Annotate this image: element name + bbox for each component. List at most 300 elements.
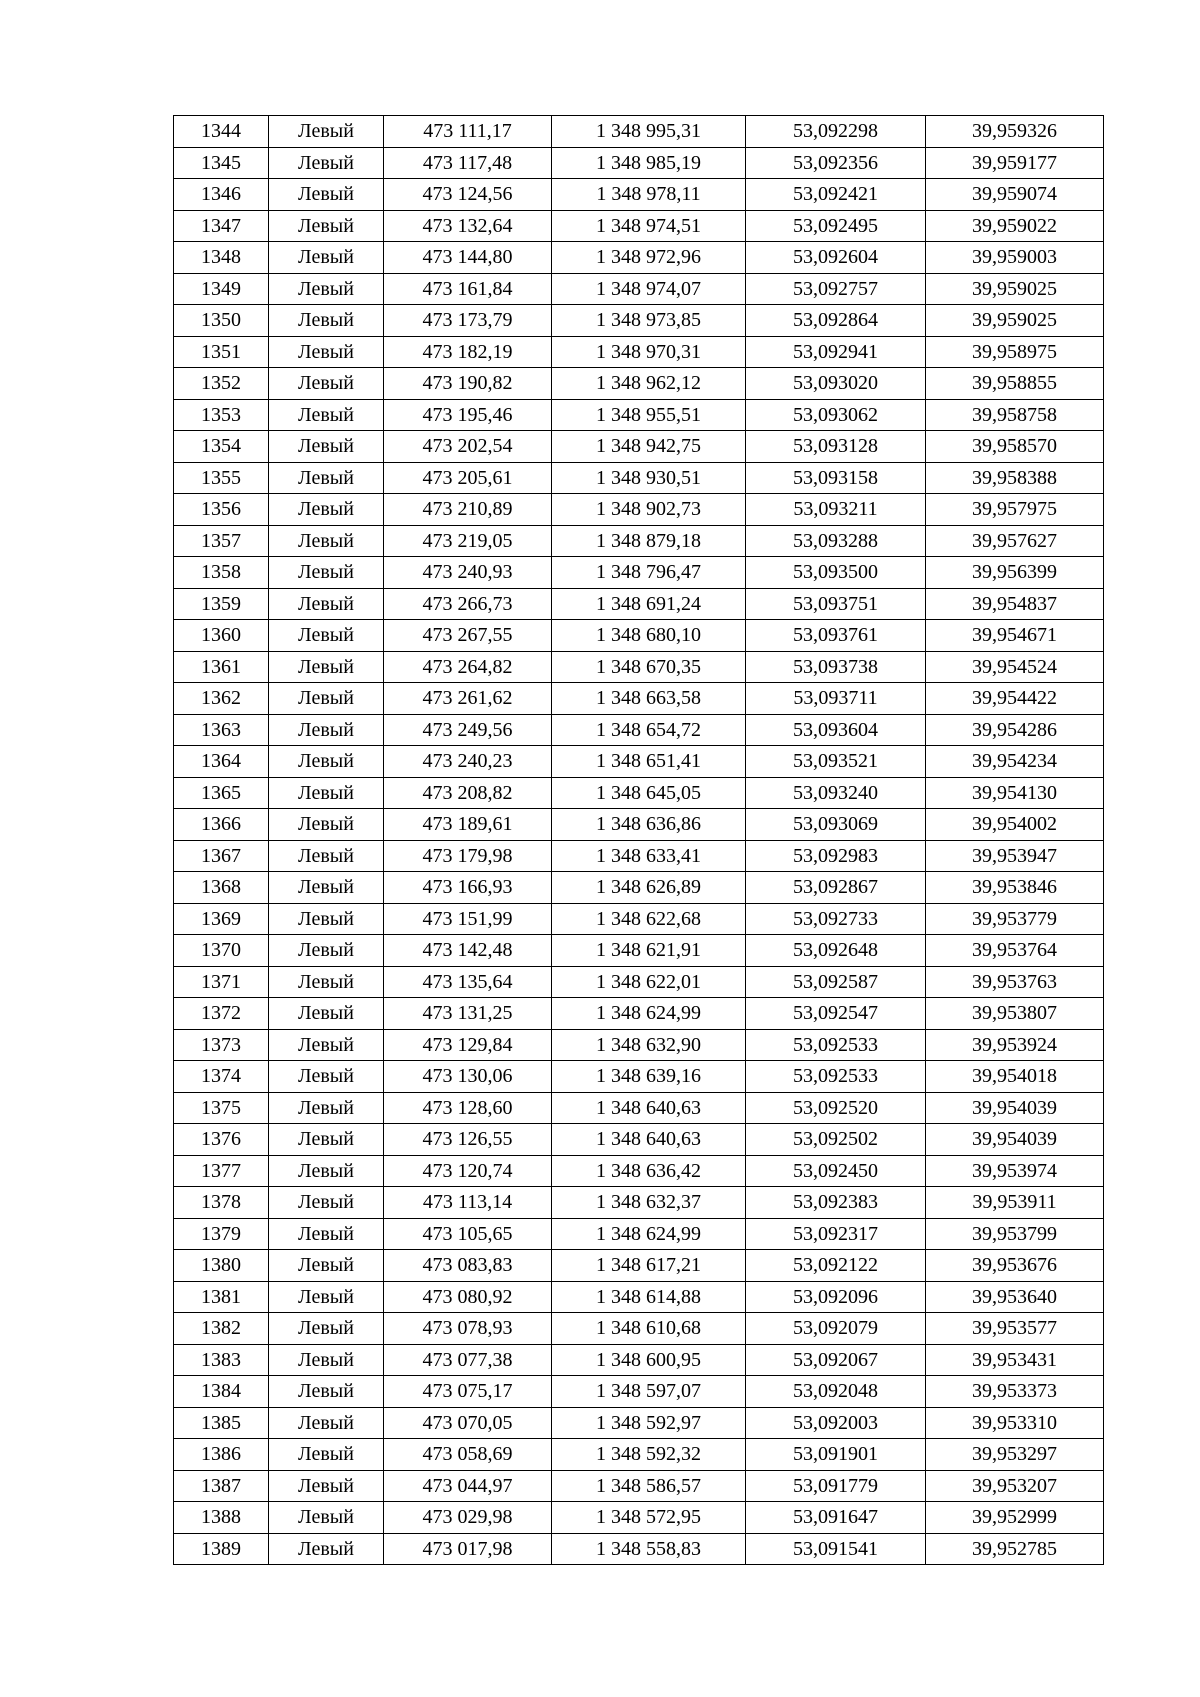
y-coordinate-cell: 1 348 654,72 bbox=[552, 714, 746, 746]
longitude-cell: 39,953947 bbox=[926, 840, 1104, 872]
y-coordinate-cell: 1 348 640,63 bbox=[552, 1124, 746, 1156]
y-coordinate-cell: 1 348 632,37 bbox=[552, 1187, 746, 1219]
x-coordinate-cell: 473 266,73 bbox=[384, 588, 552, 620]
latitude-cell: 53,092604 bbox=[746, 242, 926, 274]
latitude-cell: 53,093751 bbox=[746, 588, 926, 620]
y-coordinate-cell: 1 348 680,10 bbox=[552, 620, 746, 652]
longitude-cell: 39,953974 bbox=[926, 1155, 1104, 1187]
latitude-cell: 53,092450 bbox=[746, 1155, 926, 1187]
x-coordinate-cell: 473 077,38 bbox=[384, 1344, 552, 1376]
longitude-cell: 39,958758 bbox=[926, 399, 1104, 431]
y-coordinate-cell: 1 348 624,99 bbox=[552, 998, 746, 1030]
latitude-cell: 53,093211 bbox=[746, 494, 926, 526]
point-number-cell: 1357 bbox=[174, 525, 269, 557]
longitude-cell: 39,953310 bbox=[926, 1407, 1104, 1439]
side-cell: Левый bbox=[269, 1029, 384, 1061]
x-coordinate-cell: 473 070,05 bbox=[384, 1407, 552, 1439]
x-coordinate-cell: 473 202,54 bbox=[384, 431, 552, 463]
latitude-cell: 53,092298 bbox=[746, 116, 926, 148]
longitude-cell: 39,959003 bbox=[926, 242, 1104, 274]
latitude-cell: 53,092533 bbox=[746, 1061, 926, 1093]
point-number-cell: 1385 bbox=[174, 1407, 269, 1439]
latitude-cell: 53,093604 bbox=[746, 714, 926, 746]
longitude-cell: 39,958855 bbox=[926, 368, 1104, 400]
side-cell: Левый bbox=[269, 399, 384, 431]
side-cell: Левый bbox=[269, 1155, 384, 1187]
y-coordinate-cell: 1 348 597,07 bbox=[552, 1376, 746, 1408]
latitude-cell: 53,092733 bbox=[746, 903, 926, 935]
longitude-cell: 39,954039 bbox=[926, 1092, 1104, 1124]
side-cell: Левый bbox=[269, 1218, 384, 1250]
table-row bbox=[174, 588, 1104, 620]
side-cell: Левый bbox=[269, 431, 384, 463]
y-coordinate-cell: 1 348 558,83 bbox=[552, 1533, 746, 1565]
y-coordinate-cell: 1 348 970,31 bbox=[552, 336, 746, 368]
longitude-cell: 39,957975 bbox=[926, 494, 1104, 526]
longitude-cell: 39,959177 bbox=[926, 147, 1104, 179]
x-coordinate-cell: 473 128,60 bbox=[384, 1092, 552, 1124]
table-row bbox=[174, 903, 1104, 935]
point-number-cell: 1383 bbox=[174, 1344, 269, 1376]
table-row bbox=[174, 336, 1104, 368]
side-cell: Левый bbox=[269, 273, 384, 305]
side-cell: Левый bbox=[269, 1124, 384, 1156]
x-coordinate-cell: 473 144,80 bbox=[384, 242, 552, 274]
table-row bbox=[174, 210, 1104, 242]
point-number-cell: 1381 bbox=[174, 1281, 269, 1313]
table-row bbox=[174, 1376, 1104, 1408]
longitude-cell: 39,954039 bbox=[926, 1124, 1104, 1156]
x-coordinate-cell: 473 111,17 bbox=[384, 116, 552, 148]
longitude-cell: 39,958975 bbox=[926, 336, 1104, 368]
x-coordinate-cell: 473 080,92 bbox=[384, 1281, 552, 1313]
side-cell: Левый bbox=[269, 1439, 384, 1471]
longitude-cell: 39,954234 bbox=[926, 746, 1104, 778]
point-number-cell: 1369 bbox=[174, 903, 269, 935]
latitude-cell: 53,092096 bbox=[746, 1281, 926, 1313]
longitude-cell: 39,953799 bbox=[926, 1218, 1104, 1250]
y-coordinate-cell: 1 348 879,18 bbox=[552, 525, 746, 557]
y-coordinate-cell: 1 348 614,88 bbox=[552, 1281, 746, 1313]
longitude-cell: 39,959074 bbox=[926, 179, 1104, 211]
longitude-cell: 39,954002 bbox=[926, 809, 1104, 841]
table-row bbox=[174, 1218, 1104, 1250]
side-cell: Левый bbox=[269, 1250, 384, 1282]
x-coordinate-cell: 473 264,82 bbox=[384, 651, 552, 683]
x-coordinate-cell: 473 075,17 bbox=[384, 1376, 552, 1408]
table-row bbox=[174, 147, 1104, 179]
point-number-cell: 1360 bbox=[174, 620, 269, 652]
y-coordinate-cell: 1 348 902,73 bbox=[552, 494, 746, 526]
longitude-cell: 39,953779 bbox=[926, 903, 1104, 935]
x-coordinate-cell: 473 173,79 bbox=[384, 305, 552, 337]
table-row bbox=[174, 1281, 1104, 1313]
longitude-cell: 39,952785 bbox=[926, 1533, 1104, 1565]
side-cell: Левый bbox=[269, 998, 384, 1030]
x-coordinate-cell: 473 205,61 bbox=[384, 462, 552, 494]
latitude-cell: 53,092757 bbox=[746, 273, 926, 305]
table-row bbox=[174, 1313, 1104, 1345]
longitude-cell: 39,953846 bbox=[926, 872, 1104, 904]
side-cell: Левый bbox=[269, 777, 384, 809]
table-row bbox=[174, 966, 1104, 998]
side-cell: Левый bbox=[269, 179, 384, 211]
latitude-cell: 53,093738 bbox=[746, 651, 926, 683]
longitude-cell: 39,958570 bbox=[926, 431, 1104, 463]
table-row bbox=[174, 1470, 1104, 1502]
table-row bbox=[174, 683, 1104, 715]
y-coordinate-cell: 1 348 930,51 bbox=[552, 462, 746, 494]
side-cell: Левый bbox=[269, 872, 384, 904]
side-cell: Левый bbox=[269, 368, 384, 400]
y-coordinate-cell: 1 348 796,47 bbox=[552, 557, 746, 589]
latitude-cell: 53,091779 bbox=[746, 1470, 926, 1502]
longitude-cell: 39,953640 bbox=[926, 1281, 1104, 1313]
y-coordinate-cell: 1 348 645,05 bbox=[552, 777, 746, 809]
latitude-cell: 53,092421 bbox=[746, 179, 926, 211]
side-cell: Левый bbox=[269, 1376, 384, 1408]
latitude-cell: 53,092983 bbox=[746, 840, 926, 872]
side-cell: Левый bbox=[269, 462, 384, 494]
side-cell: Левый bbox=[269, 746, 384, 778]
side-cell: Левый bbox=[269, 1502, 384, 1534]
point-number-cell: 1372 bbox=[174, 998, 269, 1030]
point-number-cell: 1354 bbox=[174, 431, 269, 463]
x-coordinate-cell: 473 124,56 bbox=[384, 179, 552, 211]
x-coordinate-cell: 473 120,74 bbox=[384, 1155, 552, 1187]
latitude-cell: 53,092867 bbox=[746, 872, 926, 904]
latitude-cell: 53,093062 bbox=[746, 399, 926, 431]
x-coordinate-cell: 473 166,93 bbox=[384, 872, 552, 904]
table-row bbox=[174, 1250, 1104, 1282]
latitude-cell: 53,092079 bbox=[746, 1313, 926, 1345]
side-cell: Левый bbox=[269, 1281, 384, 1313]
latitude-cell: 53,092864 bbox=[746, 305, 926, 337]
x-coordinate-cell: 473 131,25 bbox=[384, 998, 552, 1030]
x-coordinate-cell: 473 240,23 bbox=[384, 746, 552, 778]
y-coordinate-cell: 1 348 600,95 bbox=[552, 1344, 746, 1376]
point-number-cell: 1375 bbox=[174, 1092, 269, 1124]
table-row bbox=[174, 1124, 1104, 1156]
table-row bbox=[174, 368, 1104, 400]
y-coordinate-cell: 1 348 586,57 bbox=[552, 1470, 746, 1502]
point-number-cell: 1345 bbox=[174, 147, 269, 179]
side-cell: Левый bbox=[269, 1407, 384, 1439]
latitude-cell: 53,093521 bbox=[746, 746, 926, 778]
table-row bbox=[174, 840, 1104, 872]
latitude-cell: 53,092067 bbox=[746, 1344, 926, 1376]
table-row bbox=[174, 1061, 1104, 1093]
y-coordinate-cell: 1 348 626,89 bbox=[552, 872, 746, 904]
table-row bbox=[174, 1155, 1104, 1187]
side-cell: Левый bbox=[269, 651, 384, 683]
longitude-cell: 39,952999 bbox=[926, 1502, 1104, 1534]
latitude-cell: 53,092048 bbox=[746, 1376, 926, 1408]
latitude-cell: 53,093020 bbox=[746, 368, 926, 400]
y-coordinate-cell: 1 348 974,51 bbox=[552, 210, 746, 242]
y-coordinate-cell: 1 348 624,99 bbox=[552, 1218, 746, 1250]
side-cell: Левый bbox=[269, 1344, 384, 1376]
table-row bbox=[174, 179, 1104, 211]
longitude-cell: 39,957627 bbox=[926, 525, 1104, 557]
x-coordinate-cell: 473 195,46 bbox=[384, 399, 552, 431]
side-cell: Левый bbox=[269, 966, 384, 998]
table-row bbox=[174, 746, 1104, 778]
longitude-cell: 39,953207 bbox=[926, 1470, 1104, 1502]
point-number-cell: 1387 bbox=[174, 1470, 269, 1502]
point-number-cell: 1386 bbox=[174, 1439, 269, 1471]
side-cell: Левый bbox=[269, 336, 384, 368]
x-coordinate-cell: 473 126,55 bbox=[384, 1124, 552, 1156]
latitude-cell: 53,092941 bbox=[746, 336, 926, 368]
y-coordinate-cell: 1 348 995,31 bbox=[552, 116, 746, 148]
x-coordinate-cell: 473 208,82 bbox=[384, 777, 552, 809]
y-coordinate-cell: 1 348 636,86 bbox=[552, 809, 746, 841]
x-coordinate-cell: 473 190,82 bbox=[384, 368, 552, 400]
x-coordinate-cell: 473 240,93 bbox=[384, 557, 552, 589]
point-number-cell: 1362 bbox=[174, 683, 269, 715]
point-number-cell: 1374 bbox=[174, 1061, 269, 1093]
y-coordinate-cell: 1 348 610,68 bbox=[552, 1313, 746, 1345]
latitude-cell: 53,093711 bbox=[746, 683, 926, 715]
y-coordinate-cell: 1 348 633,41 bbox=[552, 840, 746, 872]
y-coordinate-cell: 1 348 621,91 bbox=[552, 935, 746, 967]
x-coordinate-cell: 473 151,99 bbox=[384, 903, 552, 935]
point-number-cell: 1379 bbox=[174, 1218, 269, 1250]
latitude-cell: 53,092533 bbox=[746, 1029, 926, 1061]
side-cell: Левый bbox=[269, 809, 384, 841]
coordinates-table bbox=[173, 115, 1104, 1565]
longitude-cell: 39,953911 bbox=[926, 1187, 1104, 1219]
x-coordinate-cell: 473 083,83 bbox=[384, 1250, 552, 1282]
point-number-cell: 1358 bbox=[174, 557, 269, 589]
x-coordinate-cell: 473 210,89 bbox=[384, 494, 552, 526]
point-number-cell: 1359 bbox=[174, 588, 269, 620]
x-coordinate-cell: 473 132,64 bbox=[384, 210, 552, 242]
latitude-cell: 53,093761 bbox=[746, 620, 926, 652]
side-cell: Левый bbox=[269, 935, 384, 967]
longitude-cell: 39,954837 bbox=[926, 588, 1104, 620]
latitude-cell: 53,091901 bbox=[746, 1439, 926, 1471]
side-cell: Левый bbox=[269, 1061, 384, 1093]
y-coordinate-cell: 1 348 622,68 bbox=[552, 903, 746, 935]
longitude-cell: 39,954671 bbox=[926, 620, 1104, 652]
longitude-cell: 39,953764 bbox=[926, 935, 1104, 967]
x-coordinate-cell: 473 219,05 bbox=[384, 525, 552, 557]
latitude-cell: 53,092547 bbox=[746, 998, 926, 1030]
table-row bbox=[174, 1533, 1104, 1565]
latitude-cell: 53,093069 bbox=[746, 809, 926, 841]
latitude-cell: 53,092502 bbox=[746, 1124, 926, 1156]
x-coordinate-cell: 473 105,65 bbox=[384, 1218, 552, 1250]
side-cell: Левый bbox=[269, 1092, 384, 1124]
side-cell: Левый bbox=[269, 1313, 384, 1345]
point-number-cell: 1353 bbox=[174, 399, 269, 431]
table-row bbox=[174, 872, 1104, 904]
side-cell: Левый bbox=[269, 903, 384, 935]
table-row bbox=[174, 1092, 1104, 1124]
point-number-cell: 1346 bbox=[174, 179, 269, 211]
latitude-cell: 53,092356 bbox=[746, 147, 926, 179]
longitude-cell: 39,954130 bbox=[926, 777, 1104, 809]
table-row bbox=[174, 651, 1104, 683]
side-cell: Левый bbox=[269, 494, 384, 526]
point-number-cell: 1363 bbox=[174, 714, 269, 746]
point-number-cell: 1366 bbox=[174, 809, 269, 841]
table-row bbox=[174, 1029, 1104, 1061]
x-coordinate-cell: 473 161,84 bbox=[384, 273, 552, 305]
latitude-cell: 53,092003 bbox=[746, 1407, 926, 1439]
latitude-cell: 53,093158 bbox=[746, 462, 926, 494]
point-number-cell: 1384 bbox=[174, 1376, 269, 1408]
point-number-cell: 1367 bbox=[174, 840, 269, 872]
x-coordinate-cell: 473 044,97 bbox=[384, 1470, 552, 1502]
table-row bbox=[174, 1187, 1104, 1219]
point-number-cell: 1389 bbox=[174, 1533, 269, 1565]
table-row bbox=[174, 305, 1104, 337]
side-cell: Левый bbox=[269, 1533, 384, 1565]
table-row bbox=[174, 1502, 1104, 1534]
x-coordinate-cell: 473 249,56 bbox=[384, 714, 552, 746]
x-coordinate-cell: 473 267,55 bbox=[384, 620, 552, 652]
y-coordinate-cell: 1 348 942,75 bbox=[552, 431, 746, 463]
longitude-cell: 39,956399 bbox=[926, 557, 1104, 589]
side-cell: Левый bbox=[269, 305, 384, 337]
point-number-cell: 1349 bbox=[174, 273, 269, 305]
x-coordinate-cell: 473 058,69 bbox=[384, 1439, 552, 1471]
table-row bbox=[174, 431, 1104, 463]
latitude-cell: 53,092122 bbox=[746, 1250, 926, 1282]
y-coordinate-cell: 1 348 636,42 bbox=[552, 1155, 746, 1187]
y-coordinate-cell: 1 348 639,16 bbox=[552, 1061, 746, 1093]
longitude-cell: 39,954524 bbox=[926, 651, 1104, 683]
longitude-cell: 39,953807 bbox=[926, 998, 1104, 1030]
point-number-cell: 1344 bbox=[174, 116, 269, 148]
x-coordinate-cell: 473 017,98 bbox=[384, 1533, 552, 1565]
table-row bbox=[174, 777, 1104, 809]
point-number-cell: 1364 bbox=[174, 746, 269, 778]
table-row bbox=[174, 714, 1104, 746]
y-coordinate-cell: 1 348 962,12 bbox=[552, 368, 746, 400]
x-coordinate-cell: 473 142,48 bbox=[384, 935, 552, 967]
latitude-cell: 53,093240 bbox=[746, 777, 926, 809]
x-coordinate-cell: 473 113,14 bbox=[384, 1187, 552, 1219]
longitude-cell: 39,959025 bbox=[926, 273, 1104, 305]
latitude-cell: 53,092495 bbox=[746, 210, 926, 242]
table-row bbox=[174, 620, 1104, 652]
longitude-cell: 39,953763 bbox=[926, 966, 1104, 998]
side-cell: Левый bbox=[269, 557, 384, 589]
y-coordinate-cell: 1 348 572,95 bbox=[552, 1502, 746, 1534]
side-cell: Левый bbox=[269, 242, 384, 274]
side-cell: Левый bbox=[269, 1470, 384, 1502]
point-number-cell: 1348 bbox=[174, 242, 269, 274]
y-coordinate-cell: 1 348 617,21 bbox=[552, 1250, 746, 1282]
longitude-cell: 39,953676 bbox=[926, 1250, 1104, 1282]
table-row bbox=[174, 462, 1104, 494]
longitude-cell: 39,959025 bbox=[926, 305, 1104, 337]
point-number-cell: 1365 bbox=[174, 777, 269, 809]
point-number-cell: 1350 bbox=[174, 305, 269, 337]
latitude-cell: 53,093500 bbox=[746, 557, 926, 589]
longitude-cell: 39,959326 bbox=[926, 116, 1104, 148]
y-coordinate-cell: 1 348 691,24 bbox=[552, 588, 746, 620]
side-cell: Левый bbox=[269, 210, 384, 242]
x-coordinate-cell: 473 078,93 bbox=[384, 1313, 552, 1345]
x-coordinate-cell: 473 182,19 bbox=[384, 336, 552, 368]
table-row bbox=[174, 273, 1104, 305]
longitude-cell: 39,959022 bbox=[926, 210, 1104, 242]
y-coordinate-cell: 1 348 670,35 bbox=[552, 651, 746, 683]
side-cell: Левый bbox=[269, 840, 384, 872]
latitude-cell: 53,091541 bbox=[746, 1533, 926, 1565]
point-number-cell: 1388 bbox=[174, 1502, 269, 1534]
x-coordinate-cell: 473 261,62 bbox=[384, 683, 552, 715]
y-coordinate-cell: 1 348 955,51 bbox=[552, 399, 746, 431]
x-coordinate-cell: 473 117,48 bbox=[384, 147, 552, 179]
y-coordinate-cell: 1 348 663,58 bbox=[552, 683, 746, 715]
table-row bbox=[174, 809, 1104, 841]
x-coordinate-cell: 473 029,98 bbox=[384, 1502, 552, 1534]
point-number-cell: 1352 bbox=[174, 368, 269, 400]
longitude-cell: 39,953577 bbox=[926, 1313, 1104, 1345]
side-cell: Левый bbox=[269, 525, 384, 557]
longitude-cell: 39,958388 bbox=[926, 462, 1104, 494]
table-row bbox=[174, 399, 1104, 431]
y-coordinate-cell: 1 348 973,85 bbox=[552, 305, 746, 337]
y-coordinate-cell: 1 348 978,11 bbox=[552, 179, 746, 211]
coordinates-table-body bbox=[174, 116, 1104, 1565]
point-number-cell: 1368 bbox=[174, 872, 269, 904]
longitude-cell: 39,954018 bbox=[926, 1061, 1104, 1093]
point-number-cell: 1370 bbox=[174, 935, 269, 967]
point-number-cell: 1380 bbox=[174, 1250, 269, 1282]
latitude-cell: 53,091647 bbox=[746, 1502, 926, 1534]
longitude-cell: 39,953373 bbox=[926, 1376, 1104, 1408]
x-coordinate-cell: 473 129,84 bbox=[384, 1029, 552, 1061]
side-cell: Левый bbox=[269, 147, 384, 179]
latitude-cell: 53,092648 bbox=[746, 935, 926, 967]
table-row bbox=[174, 998, 1104, 1030]
longitude-cell: 39,953924 bbox=[926, 1029, 1104, 1061]
side-cell: Левый bbox=[269, 116, 384, 148]
latitude-cell: 53,093128 bbox=[746, 431, 926, 463]
side-cell: Левый bbox=[269, 714, 384, 746]
y-coordinate-cell: 1 348 985,19 bbox=[552, 147, 746, 179]
table-row bbox=[174, 525, 1104, 557]
latitude-cell: 53,092317 bbox=[746, 1218, 926, 1250]
latitude-cell: 53,093288 bbox=[746, 525, 926, 557]
point-number-cell: 1376 bbox=[174, 1124, 269, 1156]
table-row bbox=[174, 935, 1104, 967]
table-row bbox=[174, 1439, 1104, 1471]
point-number-cell: 1382 bbox=[174, 1313, 269, 1345]
y-coordinate-cell: 1 348 592,32 bbox=[552, 1439, 746, 1471]
x-coordinate-cell: 473 135,64 bbox=[384, 966, 552, 998]
table-row bbox=[174, 557, 1104, 589]
y-coordinate-cell: 1 348 974,07 bbox=[552, 273, 746, 305]
side-cell: Левый bbox=[269, 620, 384, 652]
longitude-cell: 39,954422 bbox=[926, 683, 1104, 715]
latitude-cell: 53,092520 bbox=[746, 1092, 926, 1124]
point-number-cell: 1347 bbox=[174, 210, 269, 242]
y-coordinate-cell: 1 348 651,41 bbox=[552, 746, 746, 778]
table-row bbox=[174, 1407, 1104, 1439]
y-coordinate-cell: 1 348 632,90 bbox=[552, 1029, 746, 1061]
point-number-cell: 1373 bbox=[174, 1029, 269, 1061]
table-row bbox=[174, 116, 1104, 148]
x-coordinate-cell: 473 130,06 bbox=[384, 1061, 552, 1093]
